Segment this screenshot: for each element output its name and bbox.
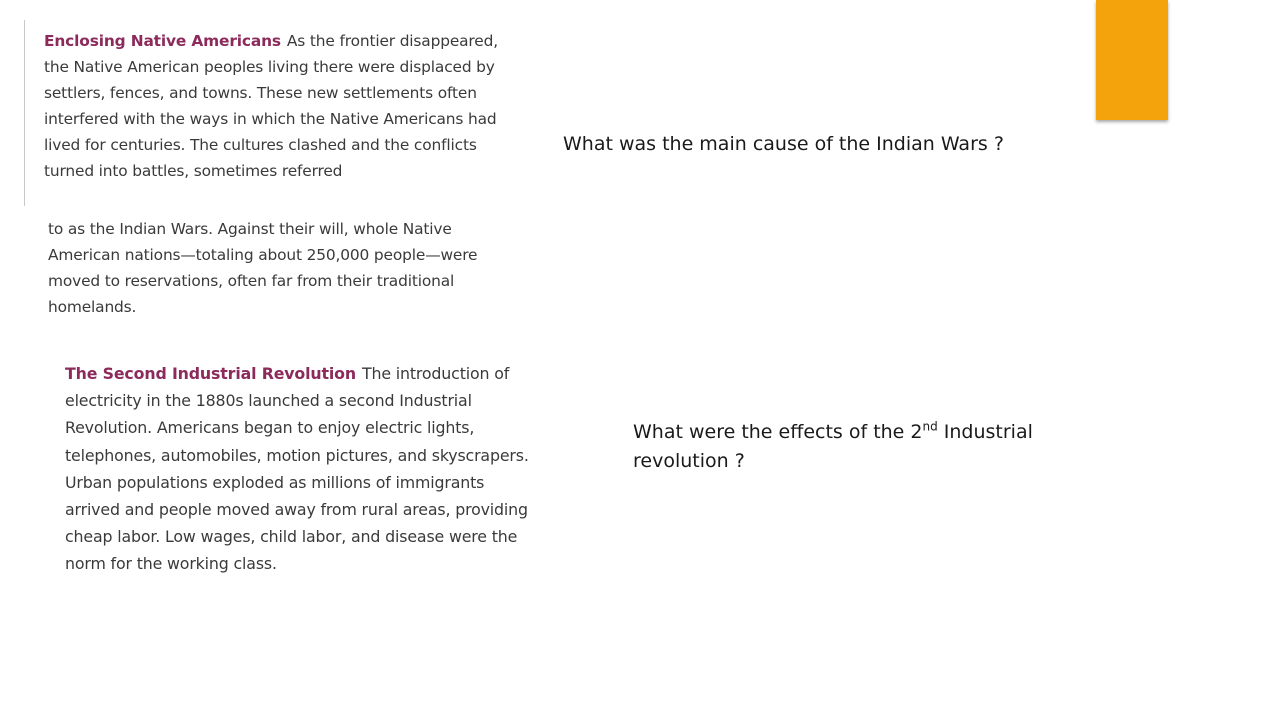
question-2-text-start: What were the effects of the 2 [633,421,923,443]
excerpt-divider-line [24,20,25,206]
native-americans-heading: Enclosing Native Americans [44,32,281,50]
industrial-revolution-excerpt [65,360,535,578]
native-americans-excerpt [44,28,514,184]
question-2-text-end: Industrial revolution ? [633,421,1033,472]
industrial-revolution-heading: The Second Industrial Revolution [65,364,356,383]
orange-accent-tab [1096,0,1168,120]
question-industrial-revolution [633,418,1093,476]
native-americans-excerpt-continued [48,216,518,320]
native-americans-body-part1: As the frontier disappeared, the Native American peoples living there were displaced by settlers, fences, and towns. These new settlements often interfered with the ways in which the Native Americans had lived for centuries. The cultures clashed and the conflicts turned into battles, sometimes referred [44,32,498,180]
industrial-revolution-body: The introduction of electricity in the 1880s launched a second Industrial Revolution. Americans began to enjoy electric lights, telephones, automobiles, motion pictures, and skyscrapers. Urban populations exploded as millions of immigrants arrived and people moved away from rural areas, providing cheap labor. Low wages, child labor, and disease were the norm for the working class. [65,364,529,574]
question-indian-wars: What was the main cause of the Indian Wars ? [563,133,1004,155]
question-2-superscript: nd [922,419,938,434]
native-americans-body-part2: to as the Indian Wars. Against their will, whole Native American nations—totaling about 250,000 people—were moved to reservations, often far from their traditional homelands. [48,220,478,316]
